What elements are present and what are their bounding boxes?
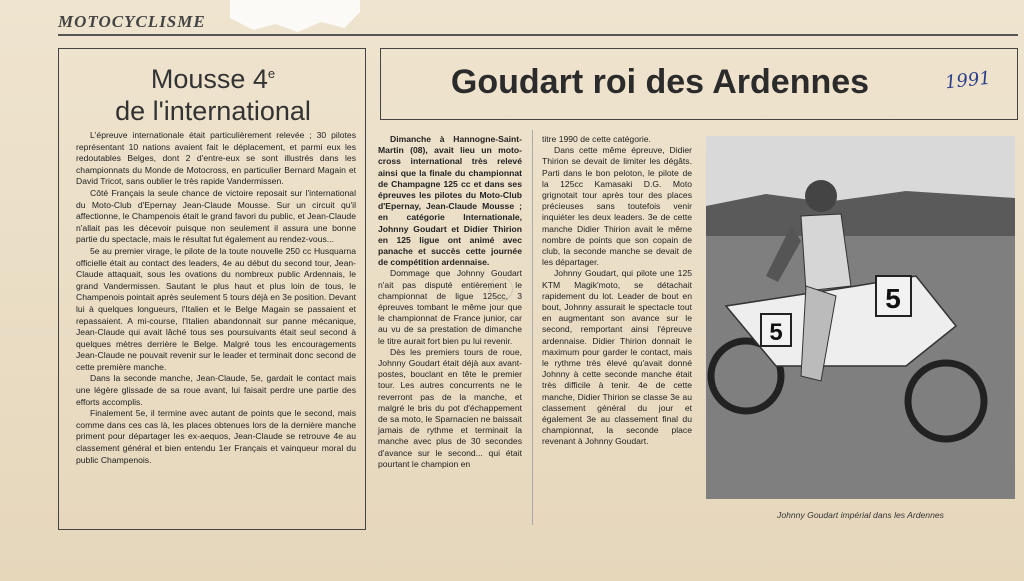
column-divider bbox=[532, 130, 533, 525]
left-title-line1: Mousse 4 bbox=[150, 64, 268, 94]
photo-caption: Johnny Goudart impérial dans les Ardennes bbox=[777, 510, 944, 520]
section-rubric: MOTOCYCLISME bbox=[58, 12, 206, 31]
rider-illustration bbox=[706, 136, 1015, 499]
plate-number-side: 5 bbox=[769, 319, 783, 346]
left-paragraph: L'épreuve internationale était particulièrement relevée ; 30 pilotes représentant 10 nations avaient fait le déplacement, et parmi eux les redoutables Belges, dont 2 d'entre-eux se sont illustrés dans les championnats du Monde de Motocross, en particulier Bernard Magain et David Tricot, sans oublier le très rapide Vandermissen. bbox=[76, 130, 356, 187]
left-paragraph: Côté Français la seule chance de victoire reposait sur l'international du Moto-Club d'Epernay Jean-Claude Mousse. Sur un circuit qu'il affectionne, le Champenois était le grand favori du public, et Jean-Claude n'allait pas les décevoir puisque non seulement il assura une bonne partie du spectacle, mais le résultat fut également au rendez-vous... bbox=[76, 187, 356, 245]
faded-stamp bbox=[489, 277, 513, 301]
col2-paragraph: titre 1990 de cette catégorie. bbox=[542, 134, 651, 144]
motocross-photo bbox=[706, 136, 1015, 499]
left-paragraph: Finalement 5e, il termine avec autant de points que le second, mais comme dans ces cas là, les places obtenues lors de la dernière manche priment pour départager les ex-aequos, Jean-Claude se retrouve 4e au classement général et bien entendu 1er Français et vainqueur moral du public Champenois. bbox=[76, 408, 356, 465]
left-article-title bbox=[58, 58, 368, 127]
col1-paragraph: Dommage que Johnny Goudart n'ait pas disputé entièrement le championnat de ligue 125cc, 3 épreuves tombant le même jour que le championnat de France junior, car au vu de sa prestation de dimanche le titre aurait fort bien pu lui revenir. bbox=[378, 268, 522, 346]
main-headline: Goudart roi des Ardennes bbox=[450, 63, 870, 101]
handwritten-year: 1991 bbox=[944, 67, 992, 94]
left-article-body bbox=[76, 130, 356, 466]
left-paragraph: 5e au premier virage, le pilote de la toute nouvelle 250 cc Husquarna officielle était au contact des leaders, 4e au début du second tour, Jean-Claude attaquait, sous les ovations du nombreux public Ardennais, le grand Vandermissen. Sautant le plus haut et plus loin de tous, le Champenois pointait après seulement 5 tours déjà en 3e position. Devant lui à quelques longueurs, l'Italien et le Belge Magain se passaient et repassaient. A mi-course, l'Italien abandonnait sur panne mécanique, Jean-Claude qui avait lâché tous ses poursuivants était seul second à quelques mètres derrière le Belge. Malgré tous les encouragements Jean-Claude ne pouvait revenir sur le leader et terminait donc second de cette première manche. bbox=[76, 245, 356, 372]
left-paragraph: Dans la seconde manche, Jean-Claude, 5e, gardait le contact mais une légère glissade de sa roue avant, lui faisait perdre une partie des efforts accomplis. bbox=[76, 373, 356, 407]
col2-paragraph: Dans cette même épreuve, Didier Thirion se devait de limiter les dégâts. Parti dans le bon peloton, le pilote de la 125cc Kamasaki D.G. Moto grignotait tour après tour des places précieuses sans toutefois venir inquiéter les deux leaders. 3e de cette manche Didier Thirion avait le même nombre de points que son copain de club, la seconde manche se devait de les départager. bbox=[542, 145, 692, 268]
main-column-1 bbox=[378, 134, 522, 470]
lead-paragraph: Dimanche à Hannogne-Saint-Martin (08), avait lieu un moto-cross international très relevé ainsi que la finale du championnat de Champagne 125 cc et dans ses épreuves les pilotes du Moto-Club d'Epernay, Jean-Claude Mousse ; en catégorie Internationale, Johnny Goudart et Didier Thirion en 125 ligue ont animé avec panache et succès cette journée de compétition ardennaise. bbox=[378, 134, 522, 268]
col2-paragraph: Johnny Goudart, qui pilote une 125 KTM Magik'moto, se détachait rapidement du lot. Leader de bout en bout, Johnny assurait le spectacle tout en augmentant son avance sur le second, remportant ainsi l'épreuve ardennaise. Didier Thirion donnait le maximum pour garder le contact, mais le rythme très élevé qu'avait donné Johnny à cette seconde manche était très difficile à tenir. 4e de cette manche, Didier Thirion se classe 3e au classement général du jour et également 3e au classement final du championnat, la seconde place revenant à Johnny Goudart. bbox=[542, 268, 692, 447]
plate-number-front: 5 bbox=[885, 283, 901, 314]
left-title-line2: de l'international bbox=[115, 96, 311, 126]
col1-paragraph: Dès les premiers tours de roue, Johnny Goudart était déjà aux avant-postes, bouclant en tête le premier tour. Les autres concurrents ne le reverront pas de la manche, et malgré le bris du pot d'échappement de sa moto, le Sparnacien ne baissait jamais de rythme et terminait la manche avec plus de 30 secondes d'avance sur le second... qui était pourtant le champion en bbox=[378, 346, 522, 469]
left-title-sup: e bbox=[267, 66, 276, 81]
top-rule bbox=[58, 34, 1018, 36]
main-column-2 bbox=[542, 134, 692, 448]
